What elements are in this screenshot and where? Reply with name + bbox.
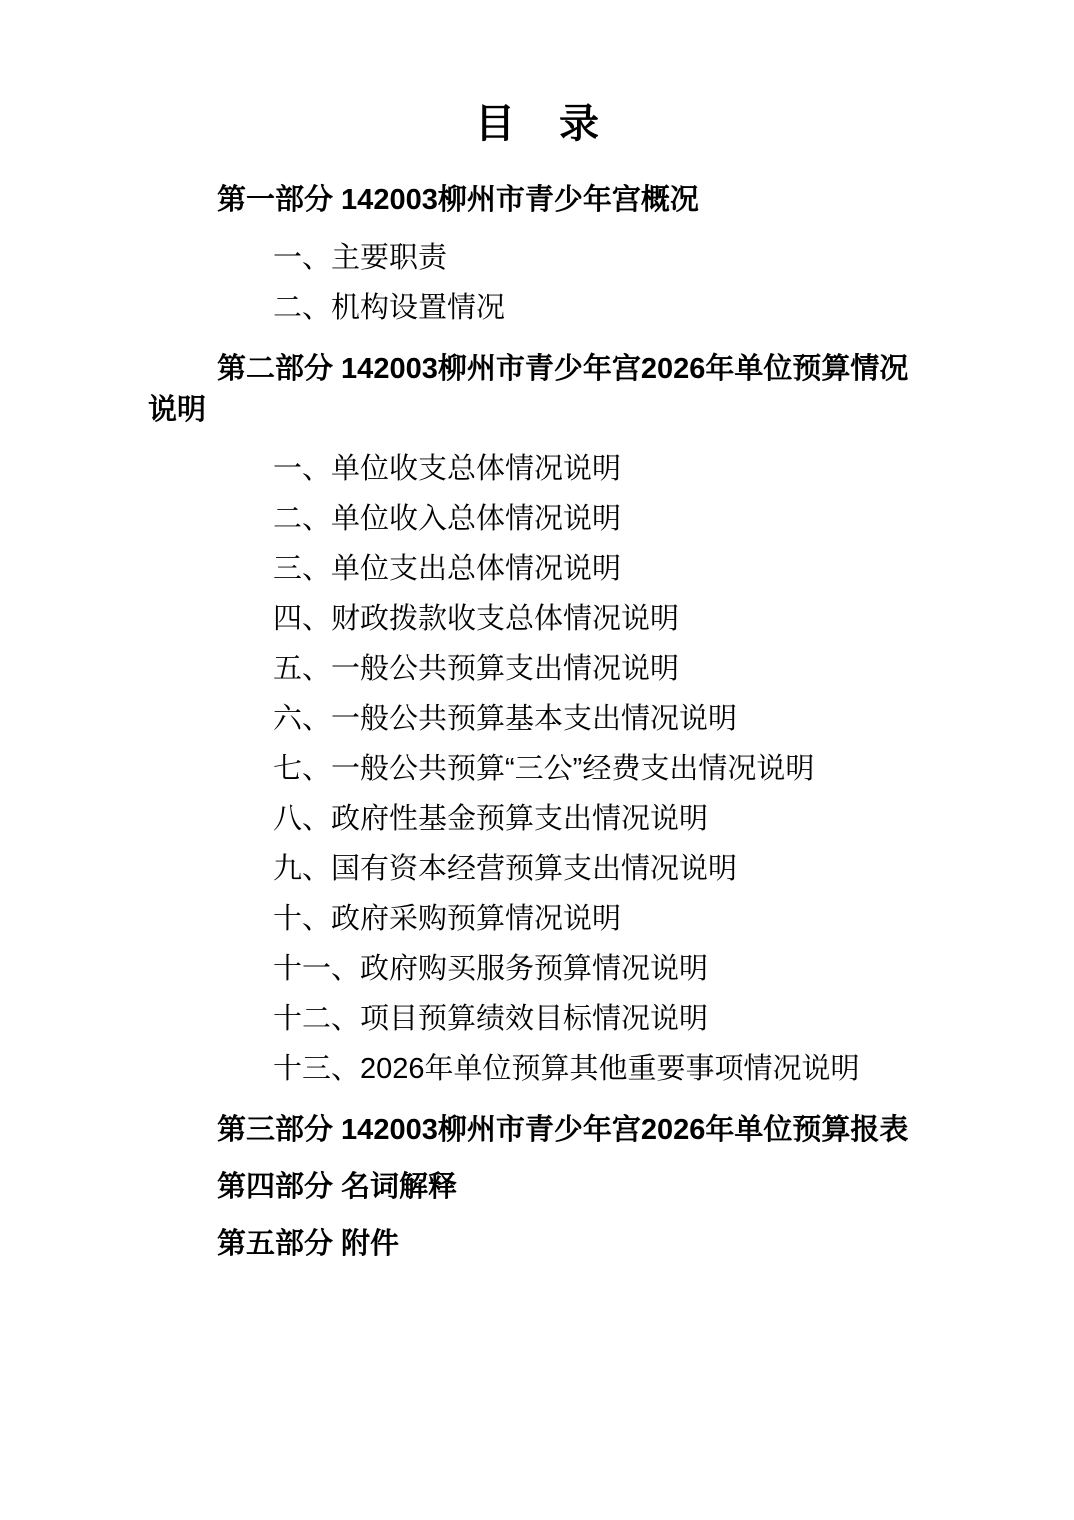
toc-item: 二、单位收入总体情况说明 (273, 502, 622, 535)
toc-part-heading: 第二部分 142003柳州市青少年宫2026年单位预算情况说明 (148, 353, 909, 427)
toc-item: 十二、项目预算绩效目标情况说明 (273, 1002, 709, 1035)
toc-item: 十三、2026年单位预算其他重要事项情况说明 (273, 1052, 860, 1085)
toc-item: 一、单位收支总体情况说明 (273, 452, 622, 485)
toc-item: 四、财政拨款收支总体情况说明 (273, 602, 680, 635)
toc-part-heading: 第四部分 名词解释 (217, 1170, 458, 1203)
toc-item: 六、一般公共预算基本支出情况说明 (273, 702, 738, 735)
page-title: 目 录 (475, 102, 601, 146)
toc-item: 二、机构设置情况 (273, 292, 506, 325)
toc-part-heading: 第一部分 142003柳州市青少年宫概况 (217, 184, 699, 216)
toc-item: 七、一般公共预算“三公”经费支出情况说明 (273, 752, 815, 785)
toc-item: 八、政府性基金预算支出情况说明 (273, 802, 709, 835)
toc-item: 一、主要职责 (273, 242, 448, 275)
toc-part-heading: 第五部分 附件 (217, 1227, 400, 1260)
toc-part-heading: 第三部分 142003柳州市青少年宫2026年单位预算报表 (217, 1113, 909, 1146)
toc-item: 九、国有资本经营预算支出情况说明 (273, 852, 738, 885)
table-of-contents (148, 180, 928, 1265)
toc-item: 十一、政府购买服务预算情况说明 (273, 952, 709, 985)
toc-item: 十、政府采购预算情况说明 (273, 902, 622, 935)
toc-item: 五、一般公共预算支出情况说明 (273, 652, 680, 685)
toc-item: 三、单位支出总体情况说明 (273, 552, 622, 585)
